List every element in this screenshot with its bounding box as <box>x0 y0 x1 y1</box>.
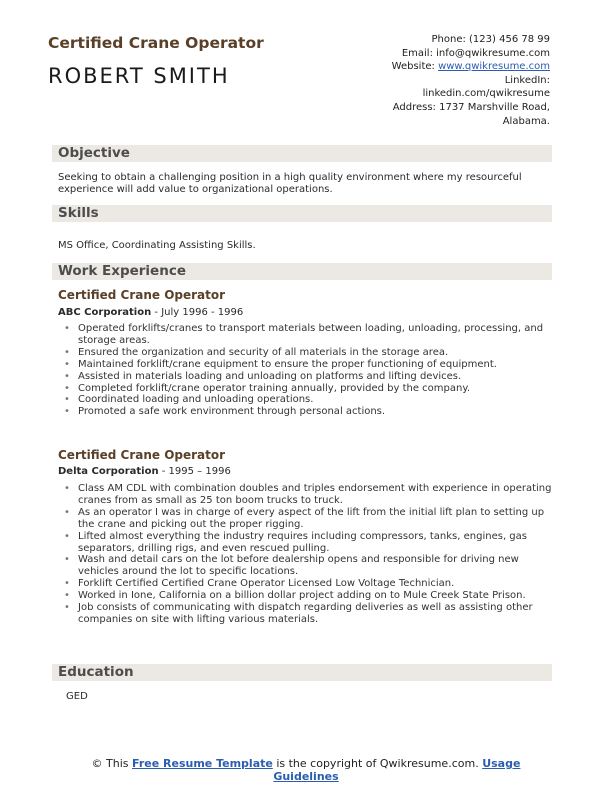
job-1-company: ABC Corporation <box>58 307 152 318</box>
job-1-dates: - July 1996 - 1996 <box>151 307 244 318</box>
list-item: • As an operator I was in charge of every aspect of the lift from the initial lift plan to setting up the crane and picking out the proper rigging. <box>62 507 552 531</box>
contact-linkedin-label: LinkedIn: <box>504 74 550 86</box>
footer-middle: is the copyright of Qwikresume.com. <box>272 757 483 770</box>
list-item: • Maintained forklift/crane equipment to ensure the proper functioning of equipment. <box>62 359 552 371</box>
job-2-employer <box>58 466 231 477</box>
job-1-title: Certified Crane Operator <box>58 288 226 302</box>
list-item: • Class AM CDL with combination doubles and triples endorsement with experience in operating cranes from as small as 25 ton boom trucks to truck. <box>62 483 552 507</box>
footer-prefix: © This <box>91 757 133 770</box>
job-2-company: Delta Corporation <box>58 466 159 477</box>
candidate-name: ROBERT SMITH <box>48 64 230 88</box>
list-item: • Operated forklifts/cranes to transport materials between loading, unloading, processing, and storage areas. <box>62 323 552 347</box>
work-heading: Work Experience <box>58 263 186 279</box>
list-item: • Forklift Certified Certified Crane Operator Licensed Low Voltage Technician. <box>62 578 552 590</box>
list-item: • Ensured the organization and security of all materials in the storage area. <box>62 347 552 359</box>
skills-heading: Skills <box>58 205 99 221</box>
contact-address-line2: Alabama. <box>502 115 550 127</box>
list-item: • Promoted a safe work environment through personal actions. <box>62 406 552 418</box>
contact-email: Email: info@qwikresume.com <box>401 47 550 59</box>
list-item: • Coordinated loading and unloading operations. <box>62 394 552 406</box>
website-label: Website: <box>391 61 439 73</box>
contact-website <box>310 60 550 74</box>
contact-linkedin-value: linkedin.com/qwikresume <box>422 88 550 100</box>
list-item: • Assisted in materials loading and unloading on platforms and lifting devices. <box>62 371 552 383</box>
job-1-employer <box>58 307 243 318</box>
skills-text: MS Office, Coordinating Assisting Skills. <box>58 240 256 251</box>
website-link[interactable]: www.qwikresume.com <box>438 61 550 73</box>
list-item: • Worked in Ione, California on a billion dollar project adding on to Mule Creek State Prison. <box>62 590 552 602</box>
job-2-dates: - 1995 – 1996 <box>158 466 231 477</box>
skills-section-header <box>52 205 552 222</box>
education-text: GED <box>66 691 88 702</box>
work-section-header <box>52 263 552 280</box>
list-item: • Wash and detail cars on the lot before dealership opens and responsible for driving new vehicles around the lot to specific locations. <box>62 554 552 578</box>
job-2-title: Certified Crane Operator <box>58 448 226 462</box>
job-2-duties <box>62 483 552 626</box>
education-section-header <box>52 664 552 681</box>
objective-section-header <box>52 145 552 162</box>
job-title-heading: Certified Crane Operator <box>48 34 264 52</box>
contact-address-line1: Address: 1737 Marshville Road, <box>392 101 550 113</box>
usage-link[interactable]: Usage <box>482 757 521 770</box>
objective-text: Seeking to obtain a challenging position in a high quality environment where my resourceful experience will add value to organizational operations. <box>58 172 522 195</box>
list-item: • Lifted almost everything the industry requires including compressors, tanks, engines, gas separators, drilling rigs, and even rescued pulling. <box>62 531 552 555</box>
guidelines-link[interactable]: Guidelines <box>273 770 339 783</box>
list-item: • Completed forklift/crane operator training annually, provided by the company. <box>62 383 552 395</box>
footer-copyright <box>0 757 612 783</box>
education-heading: Education <box>58 664 134 680</box>
list-item: • Job consists of communicating with dispatch regarding deliveries as well as assisting other companies on site with lifting various materials. <box>62 602 552 626</box>
objective-heading: Objective <box>58 145 130 161</box>
free-resume-template-link[interactable]: Free Resume Template <box>132 757 273 770</box>
contact-block <box>310 33 550 128</box>
contact-phone: Phone: (123) 456 78 99 <box>431 34 550 45</box>
job-1-duties <box>62 323 552 418</box>
